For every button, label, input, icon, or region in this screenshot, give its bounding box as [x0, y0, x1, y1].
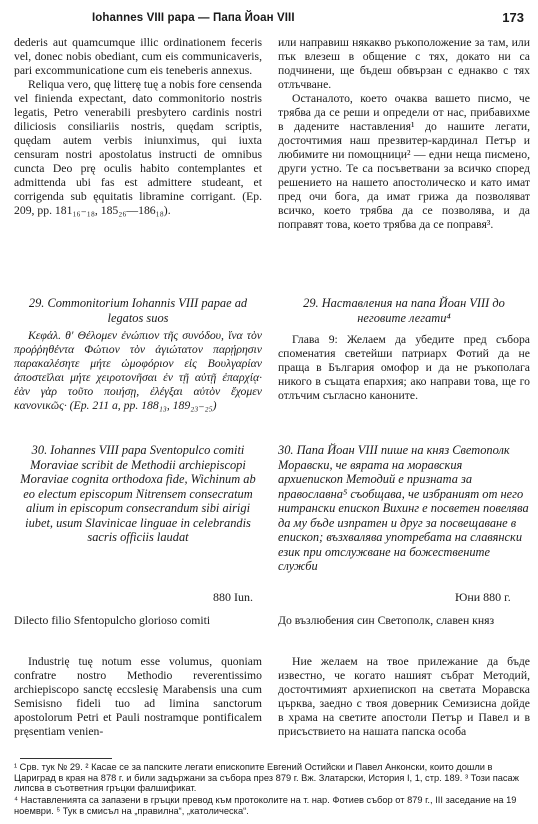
footnote-block-2: ⁴ Наставленията са запазени в гръцки превод към протоколите на т. нар. Фотиев събор от 879 г., III заседание на 19 ноември. ⁵ Тук в смисъл на „правилна“, „католическа“.: [14, 795, 517, 816]
bulgarian-chapter-9: Глава 9: Желаем да убедите пред събора споменатия светейши патриарх Фотий да не праща в България омофор и да не ръкополага никого в същата епархия; ако направи това, ще го отлъчим съгласно каноните.: [278, 333, 530, 402]
bulgarian-top-text: [278, 36, 530, 232]
latin-addressee-line: Dilecto filio Sfentopulcho glorioso comiti: [14, 614, 211, 627]
latin-top-text: [14, 36, 262, 218]
bulgarian-letter-text: [278, 655, 530, 739]
bulgarian-heading-30: 30. Папа Йоан VIII пише на княз Светополк Моравски, че вярата на моравския архиепископ Методий е призната за православна⁵ съобщава, че избраният от него нитрански епископ Вихинг е посветен повелява да му бъде изпратен и друг за посвещаване в епископ; възхвалява употребата на славянски език при отслужване на божествените служби: [278, 443, 529, 573]
bulgarian-date: Юни 880 г.: [455, 590, 511, 604]
page-number: 173: [502, 10, 524, 25]
bulgarian-text-29: [278, 333, 530, 403]
greek-text-29: [14, 329, 262, 413]
bulgarian-paragraph-2: Останалото, което очаква вашето писмо, че трябва да се реши и определи от нас, прибавихме в дадените наставления¹ до нашите легати, досточтимия наш презвитер-кардинал Петър и любимите ни помощници² — едни неща писмено, други устно. Те са посъветвани за всичко според решението на нашето апостолическо и като имат пред очи бога, да имат грижа да позволяват всичко, което трябва да се позволява, и да поправят това, което трябва да се поправя³.: [278, 92, 530, 231]
running-title: Iohannes VIII papa — Папа Йоан VIII: [92, 12, 295, 24]
latin-paragraph-1: dederis aut quamcumque illic ordinationem feceris vel, donec nobis obediant, cum eis communicaveris, pari excommunicatione cum eis teneberis annexus.: [14, 36, 262, 77]
latin-paragraph-3: Industrię tuę notum esse volumus, quoniam confratre nostro Methodio reverentissimo archiepiscopo sanctę eccslesię Marabensis una cum Semisisno fideli tuo ad limina sanctorum apostolorum Petri et Pauli nostramque pontificalem pręsentiam venien-: [14, 655, 262, 738]
latin-date: 880 Iun.: [213, 590, 253, 604]
latin-paragraph-2: Reliqua vero, quę litterę tuę a nobis fore censenda vel finienda expectant, dato commonitorio nostris legatis, Petro venerabili presbytero cardinis nostri diliciosis consiliariis nostris, quędam scriptis, quędam autem verbis iniunximus, qui iuxta censuram nostri apostolatus instructi de omnibus cuncta Deo prę oculis habito contemplantes et admittenda ubi fas est admittere studeant, et corrigenda sub ęquitatis libramine corrigant. (Ep. 209, pp. 181₁₆₋₁₈, 185₂₆—186₁₈).: [14, 78, 262, 217]
latin-addressee: [14, 614, 262, 628]
latin-letter-text: [14, 655, 262, 739]
footnote-block-1: ¹ Срв. тук № 29. ² Касае се за папските легати епископите Евгений Остийски и Павел Анконски, които дошли в Цариград в края на 878 г. и били задържани за събора през 879 г. Вж. Златарски, История I, 1, стр. 189. ³ Този пасаж липсва в съответния гръцки фалшификат.: [14, 762, 519, 794]
bulgarian-addressee: [278, 614, 530, 628]
bulgarian-paragraph-1: или направиш някакво ръкоположение за там, или пък влезеш в общение с тях, докато ни са подчинени, ще бъдеш обвързан с еднакво с тях отлъчване.: [278, 36, 530, 91]
latin-heading-29: 29. Commonitorium Iohannis VIII papae ad legatos suos: [28, 296, 248, 325]
latin-heading-30: 30. Iohannes VIII papa Sventopulco comiti Moraviae scribit de Methodii archiepiscopi Moraviae cognita orthodoxa fide, Wichinum ab eo electum episcopum Nitrensem consecratum alium in episcopum consecrandum sibi airigi iubet, usum Slavinicae linguae in celebrandis sacris officiis laudat: [20, 443, 256, 544]
bulgarian-heading-29: 29. Наставления на папа Йоан VIII до неговите легати⁴: [303, 296, 505, 325]
bulgarian-addressee-line: До възлюбения син Светополк, славен княз: [278, 614, 495, 627]
greek-paragraph: Κεφάλ. θ' Θέλομεν ἐνώπιον τῆς συνόδου, ἵνα τὸν προῤῥηθέντα Φώτιον τὸν ἀγιώτατον παρῄρησιν παρακαλέσητε μήτε ὠμοφόριον εἰς Βουλγαρίαν ἀποστεῖλαι μήτε χειροτονῆσαι ἐν τῇ αὐτῇ ἐπαρχίᾳ· ἐὰν γὰρ τοῦτο ποιήσῃ, ἐλέγξαι αὐτὸν ἔχομεν κανονικῶς· (Ep. 211 a, pp. 188₁₃, 189₂₃₋₂₅): [14, 329, 262, 412]
bulgarian-paragraph-3: Ние желаем на твое прилежание да бъде известно, че когато нашият събрат Методий, досточтимият архиепископ на светата Моравска църква, заедно с твоя доверник Семизисна дойде в храма на светите апостоли Петър и Павел и в присъствието на нашата папска особа: [278, 655, 530, 738]
running-header: [0, 10, 538, 30]
footnote-rule: [20, 758, 112, 759]
